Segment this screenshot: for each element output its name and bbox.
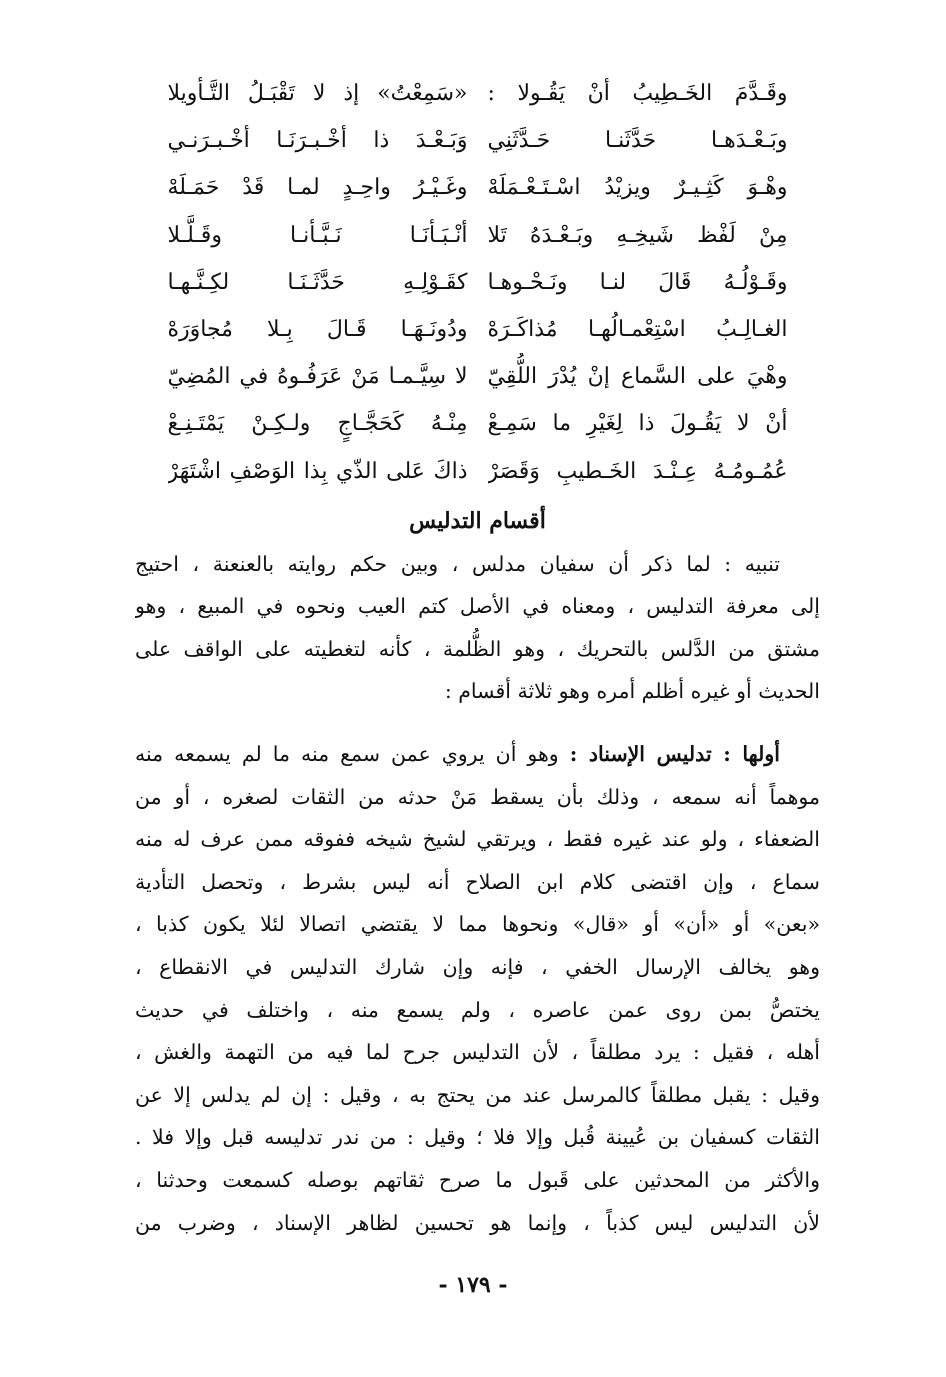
verse-second-hemistich: مِنْـهُ كَحَجَّـاجٍ ولـكِـنْ يَمْتَـنِـعْ: [167, 411, 468, 437]
verse-second-hemistich: كقَـوْلِـهِ حَدَّثَـنَـا لكِـنَّـهـا: [167, 269, 468, 295]
paragraph-line: موهماً أنه سمعه ، وذلك بأن يسقط مَنْ حدثه من الثقات لصغره ، أو من: [135, 784, 820, 809]
poem-verse: [168, 400, 788, 447]
poem-verse: [168, 70, 788, 117]
verse-first-hemistich: الغـالِـبُ اسْتِعْمـالُهـا مُذاكَـرَهْ: [487, 316, 788, 342]
verse-second-hemistich: ذاكَ عَلى الذّي بِذا الوَصْفِ اشْتَهَرْ: [167, 458, 468, 484]
verse-first-hemistich: أنْ لا يَقُـولَ ذا لِغَيْرِ ما سَمِـعْ: [487, 411, 788, 437]
paragraph-line: وقيل : يقبل مطلقاً كالمرسل عند من يحتج به ، وقيل : إن لم يدلس إلا عن: [135, 1082, 820, 1107]
paragraph-line: وهو يخالف الإرسال الخفي ، فإنه وإن شارك التدليس في الانقطاع ،: [135, 955, 820, 980]
paragraph-line: يختصُّ بمن روى عمن عاصره ، ولم يسمع منه ، واختلف في حديث: [135, 997, 820, 1022]
poem-verse: [168, 448, 788, 495]
paragraph-lead-rest: وهو أن يروي عمن سمع منه ما لم يسمعه منه: [135, 742, 559, 767]
page-number: - ١٧٩ -: [438, 1272, 508, 1298]
verse-second-hemistich: وغَـيْـرُ واحِـدٍ لمـا قَدْ حَمَـلَهْ: [167, 175, 468, 201]
verse-second-hemistich: «سَمِعْتُ» إذ لا تَقْبَـلُ التَّـأويلا: [167, 81, 468, 106]
poem-verse: [168, 212, 788, 259]
paragraph-spacer: [135, 713, 820, 733]
verse-first-hemistich: مِنْ لَفْظ شَيخِـهِ وبَـعْـدَهُ تَلا: [487, 222, 788, 248]
verse-first-hemistich: وبَـعْـدَهـا حَدَّثَنـا حَـدَّثَنِي: [487, 128, 788, 154]
paragraph-line: «بعن» أو «أن» أو «قال» ونحوها مما لا يقتضي اتصالا لئلا يكون كذبا ،: [135, 912, 820, 937]
poem-verse: [168, 306, 788, 353]
poem-verse: [168, 117, 788, 164]
poem-block: [168, 70, 788, 495]
verse-second-hemistich: وَبَـعْـدَ ذا أخْـبـرَنَـا أخْـبـرَنـي: [167, 128, 468, 154]
paragraph-line: سماع ، وإن اقتضى كلام ابن الصلاح أنه ليس بشرط ، وتحصل التأدية: [135, 869, 820, 894]
verse-first-hemistich: وهْيَ على السَّماع إنْ يُدْرَ اللُّقِيّ: [487, 364, 788, 390]
paragraph-isnad: [135, 733, 820, 1244]
verse-second-hemistich: ودُونَـهَـا قَـالَ بِـلا مُجاوَرَهْ: [167, 316, 468, 342]
verse-second-hemistich: أنْـبَـأنَـا نَـبَّـأنـا وقَـلَّـلا: [167, 222, 468, 248]
section-title: أقسام التدليس: [409, 507, 546, 534]
paragraph-line: مشتق من الدَّلس بالتحريك ، وهو الظُّلمة ، كأنه لتغطيته على الواقف على: [135, 636, 820, 661]
verse-second-hemistich: لا سِيَّـمـا مَنْ عَرَفُـوهُ في المُضِيّ: [167, 364, 468, 390]
book-page: [135, 70, 820, 1244]
verse-first-hemistich: عُمُـومُـهُ عِـنْـدَ الخَـطيبِ وَقَصَرْ: [487, 458, 788, 484]
paragraph-line: الحديث أو غيره أظلم أمره وهو ثلاثة أقسام :: [444, 679, 820, 704]
paragraph-note: [135, 543, 820, 713]
paragraph-line: لأن التدليس ليس كذباً ، وإنما هو تحسين لظاهر الإسناد ، وضرب من: [135, 1210, 820, 1235]
poem-verse: [168, 164, 788, 211]
paragraph-lead-heading: أولها : تدليس الإسناد :: [569, 742, 780, 767]
paragraph-line: تنبيه : لما ذكر أن سفيان مدلس ، وبين حكم روايته بالعنعنة ، احتيج: [135, 551, 780, 576]
paragraph-line: الضعفاء ، ولو عند غيره فقط ، ويرتقي لشيخ شيخه ففوقه ممن عرف له منه: [135, 827, 820, 852]
poem-verse: [168, 259, 788, 306]
paragraph-line: أهله ، فقيل : يرد مطلقاً ، لأن التدليس جرح لما فيه من التهمة والغش ،: [135, 1040, 820, 1065]
paragraph-line: [135, 733, 820, 776]
paragraph-line: الثقات كسفيان بن عُيينة قُبل وإلا فلا ؛ وقيل : من ندر تدليسه قبل وإلا فلا .: [135, 1125, 820, 1150]
paragraph-line: إلى معرفة التدليس ، ومعناه في الأصل كتم العيب ونحوه في المبيع ، وهو: [135, 594, 820, 619]
poem-verse: [168, 353, 788, 400]
paragraph-line: والأكثر من المحدثين على قَبول ما صرح ثقاتهم بوصله كسمعت وحدثنا ،: [135, 1168, 820, 1192]
verse-first-hemistich: وقَـدَّمَ الخَـطِيبُ أنْ يَقُـولا :: [487, 81, 788, 106]
verse-first-hemistich: وقَـوْلُـهُ قَالَ لنـا ونَـحْـوهـا: [487, 269, 788, 295]
verse-first-hemistich: وهْـوَ كَثِـيـرٌ ويزيْدُ اسْـتَـعْـمَلَهْ: [487, 175, 788, 201]
